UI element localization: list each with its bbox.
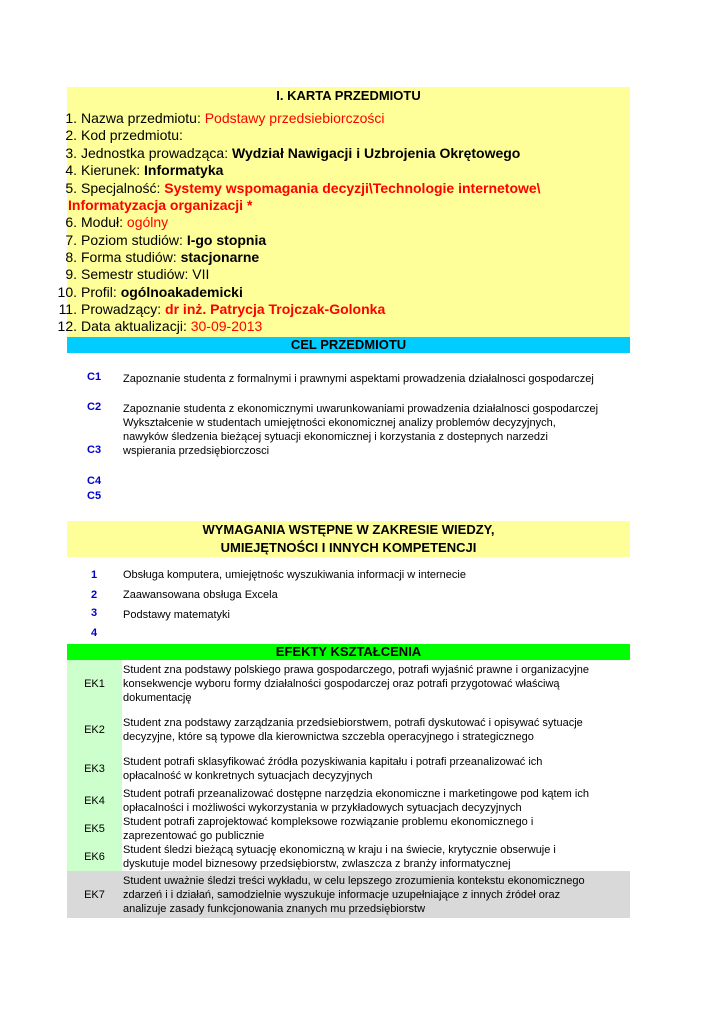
cel-code: C5 <box>87 490 102 502</box>
efekt-line: Student śledzi bieżącą sytuację ekonomiczną w kraju i na świecie, krytycznie obserwuje i <box>123 844 556 856</box>
efekt-line: opłacalność w konkretnych sytuacjach decyzyjnych <box>123 770 373 782</box>
cel-text: nawyków śledzenia bieżącej sytuacji ekonomicznej i korzystania z dostepnych narzedzi <box>123 431 548 443</box>
item-value: ogólnoakademicki <box>120 284 243 300</box>
wymagania-title-line1: WYMAGANIA WSTĘPNE W ZAKRESIE WIEDZY, <box>202 522 495 537</box>
efekt-text <box>123 786 623 815</box>
item-value: I-go stopnia <box>186 232 267 248</box>
efekt-code: EK4 <box>67 786 122 815</box>
efekt-code: EK1 <box>67 660 122 708</box>
item-num: 12. <box>57 318 77 334</box>
item-modul <box>55 214 168 231</box>
efekt-code: EK2 <box>67 708 122 752</box>
wym-text: Zaawansowana obsługa Excela <box>123 589 278 601</box>
item-num: 2. <box>65 127 77 143</box>
cel-code: C2 <box>87 401 102 413</box>
efekt-code: EK3 <box>67 752 122 786</box>
wym-num: 4 <box>90 627 98 639</box>
cel-title: CEL PRZEDMIOTU <box>67 337 630 353</box>
efekt-line: decyzyjne, które są typowe dla kierownictwa szczebla operacyjnego i strategicznego <box>123 731 534 743</box>
item-forma <box>55 249 259 266</box>
item-specjalnosc <box>55 180 541 197</box>
item-specjalnosc-cont: Informatyzacja organizacji * <box>68 197 253 213</box>
efekt-text <box>123 871 623 918</box>
efekt-row <box>67 786 630 815</box>
item-num: 6. <box>65 214 77 230</box>
cel-code: C1 <box>87 371 102 383</box>
item-value: 30-09-2013 <box>190 318 263 334</box>
item-value: Podstawy przedsiebiorczości <box>204 110 385 126</box>
efekt-code: EK7 <box>84 888 105 901</box>
item-num: 7. <box>65 232 77 248</box>
item-value: ogólny <box>126 214 169 230</box>
item-num: 5. <box>65 180 77 196</box>
item-poziom <box>55 232 266 249</box>
item-num: 1. <box>65 110 77 126</box>
item-label: Data aktualizacji: <box>81 318 191 334</box>
wym-num: 2 <box>90 589 98 601</box>
item-value: VII <box>192 266 210 282</box>
cel-code: C3 <box>87 444 102 456</box>
item-label: Semestr studiów: <box>81 266 193 282</box>
item-label: Profil: <box>81 284 121 300</box>
efekty-title: EFEKTY KSZTAŁCENIA <box>67 644 630 660</box>
efekt-text <box>123 815 623 843</box>
efekt-text <box>123 708 623 752</box>
efekt-row <box>67 815 630 843</box>
item-value: Systemy wspomagania decyzji\Technologie internetowe\ <box>164 180 541 196</box>
efekt-line: Student zna podstawy polskiego prawa gospodarczego, potrafi wyjaśnić prawne i organizacyjne <box>123 664 589 676</box>
item-kierunek <box>55 162 223 179</box>
item-label: Moduł: <box>81 214 127 230</box>
cel-text: Zapoznanie studenta z ekonomicznymi uwarunkowaniami prowadzenia działalnosci gospodarczej <box>123 403 599 415</box>
efekt-line: dyskutuje model biznesowy przedsiębiorstw, zwlaszcza z branży informatycznej <box>123 858 511 870</box>
cel-text: Wykształcenie w studentach umiejętności ekonomicznej analizy problemów decyzyjnych, <box>123 417 556 429</box>
item-label: Poziom studiów: <box>81 232 187 248</box>
item-label: Kierunek: <box>81 162 145 178</box>
efekt-row <box>67 660 630 708</box>
wymagania-title <box>67 521 630 557</box>
item-num: 4. <box>65 162 77 178</box>
efekt-text <box>123 752 623 786</box>
wym-text: Obsługa komputera, umiejętnośc wyszukiwania informacji w internecie <box>123 569 466 581</box>
wymagania-title-line2: UMIEJĘTNOŚCI I INNYCH KOMPETENCJI <box>220 540 477 555</box>
efekt-line: Student potrafi sklasyfikować źródła pozyskiwania kapitału i potrafi przeanalizować ich <box>123 756 543 768</box>
item-semestr <box>55 266 209 283</box>
efekt-text <box>123 843 623 871</box>
wym-num: 3 <box>90 607 98 619</box>
efekt-line: Student zna podstawy zarządzania przedsiebiorstwem, potrafi dyskutować i opisywać sytuacje <box>123 717 583 729</box>
efekt-row <box>67 871 630 918</box>
efekt-line: konsekwencje wyboru formy działalności gospodarczej oraz potrafi przygotować właściwą <box>123 678 560 690</box>
cel-code: C4 <box>87 475 102 487</box>
efekt-row <box>67 752 630 786</box>
item-label: Kod przedmiotu: <box>81 127 183 143</box>
item-num: 8. <box>65 249 77 265</box>
item-profil <box>55 284 243 301</box>
efekt-line: Student potrafi przeanalizować dostępne narzędzia ekonomiczne i marketingowe pod kątem ich <box>123 787 589 800</box>
item-label: Jednostka prowadząca: <box>81 145 232 161</box>
efekt-row <box>67 708 630 752</box>
efekt-line: zaprezentować go publicznie <box>123 830 265 842</box>
item-num: 9. <box>65 266 77 282</box>
item-data <box>55 318 262 335</box>
item-value: Wydział Nawigacji i Uzbrojenia Okrętowego <box>231 145 521 161</box>
efekt-text <box>123 660 623 708</box>
efekt-line: analizuje zasady funkcjonowania znanych mu przedsiębiorstw <box>123 902 426 915</box>
item-prowadzacy <box>55 301 385 318</box>
efekt-code: EK6 <box>67 843 122 871</box>
item-num: 10. <box>57 284 77 300</box>
item-label: Prowadzący: <box>81 301 166 317</box>
efekt-line: zdarzeń i i działań, samodzielnie wyszukuje informacje uzupełniające z innych źródeł oraz <box>123 888 561 901</box>
wym-num: 1 <box>90 569 98 581</box>
efekt-code: EK5 <box>67 815 122 843</box>
item-value: Informatyka <box>144 162 224 178</box>
item-value: stacjonarne <box>180 249 260 265</box>
wym-text: Podstawy matematyki <box>123 609 230 621</box>
efekt-line: opłacalności i możliwości wykorzystania w przykładowych sytuacjach decyzyjnych <box>123 801 522 814</box>
efekt-line: Student potrafi zaprojektować kompleksowe rozwiązanie problemu ekonomicznego i <box>123 816 534 828</box>
cel-text: wspierania przedsiębiorczosci <box>123 445 270 457</box>
item-num: 11. <box>58 301 77 317</box>
item-num: 3. <box>65 145 77 161</box>
efekt-line: dokumentację <box>123 692 192 704</box>
item-label: Nazwa przedmiotu: <box>81 110 205 126</box>
efekt-row <box>67 843 630 871</box>
item-label: Forma studiów: <box>81 249 181 265</box>
item-value: dr inż. Patrycja Trojczak-Golonka <box>165 301 386 317</box>
karta-title: I. KARTA PRZEDMIOTU <box>276 88 421 103</box>
item-nazwa <box>55 110 384 127</box>
efekt-line: Student uważnie śledzi treści wykładu, w celu lepszego zrozumienia kontekstu ekonomicznego <box>123 874 585 887</box>
cel-text: Zapoznanie studenta z formalnymi i prawnymi aspektami prowadzenia działalnosci gospodarczej <box>123 373 594 385</box>
item-jednostka <box>55 145 520 162</box>
item-label: Specjalność: <box>81 180 165 196</box>
item-kod <box>55 127 183 144</box>
